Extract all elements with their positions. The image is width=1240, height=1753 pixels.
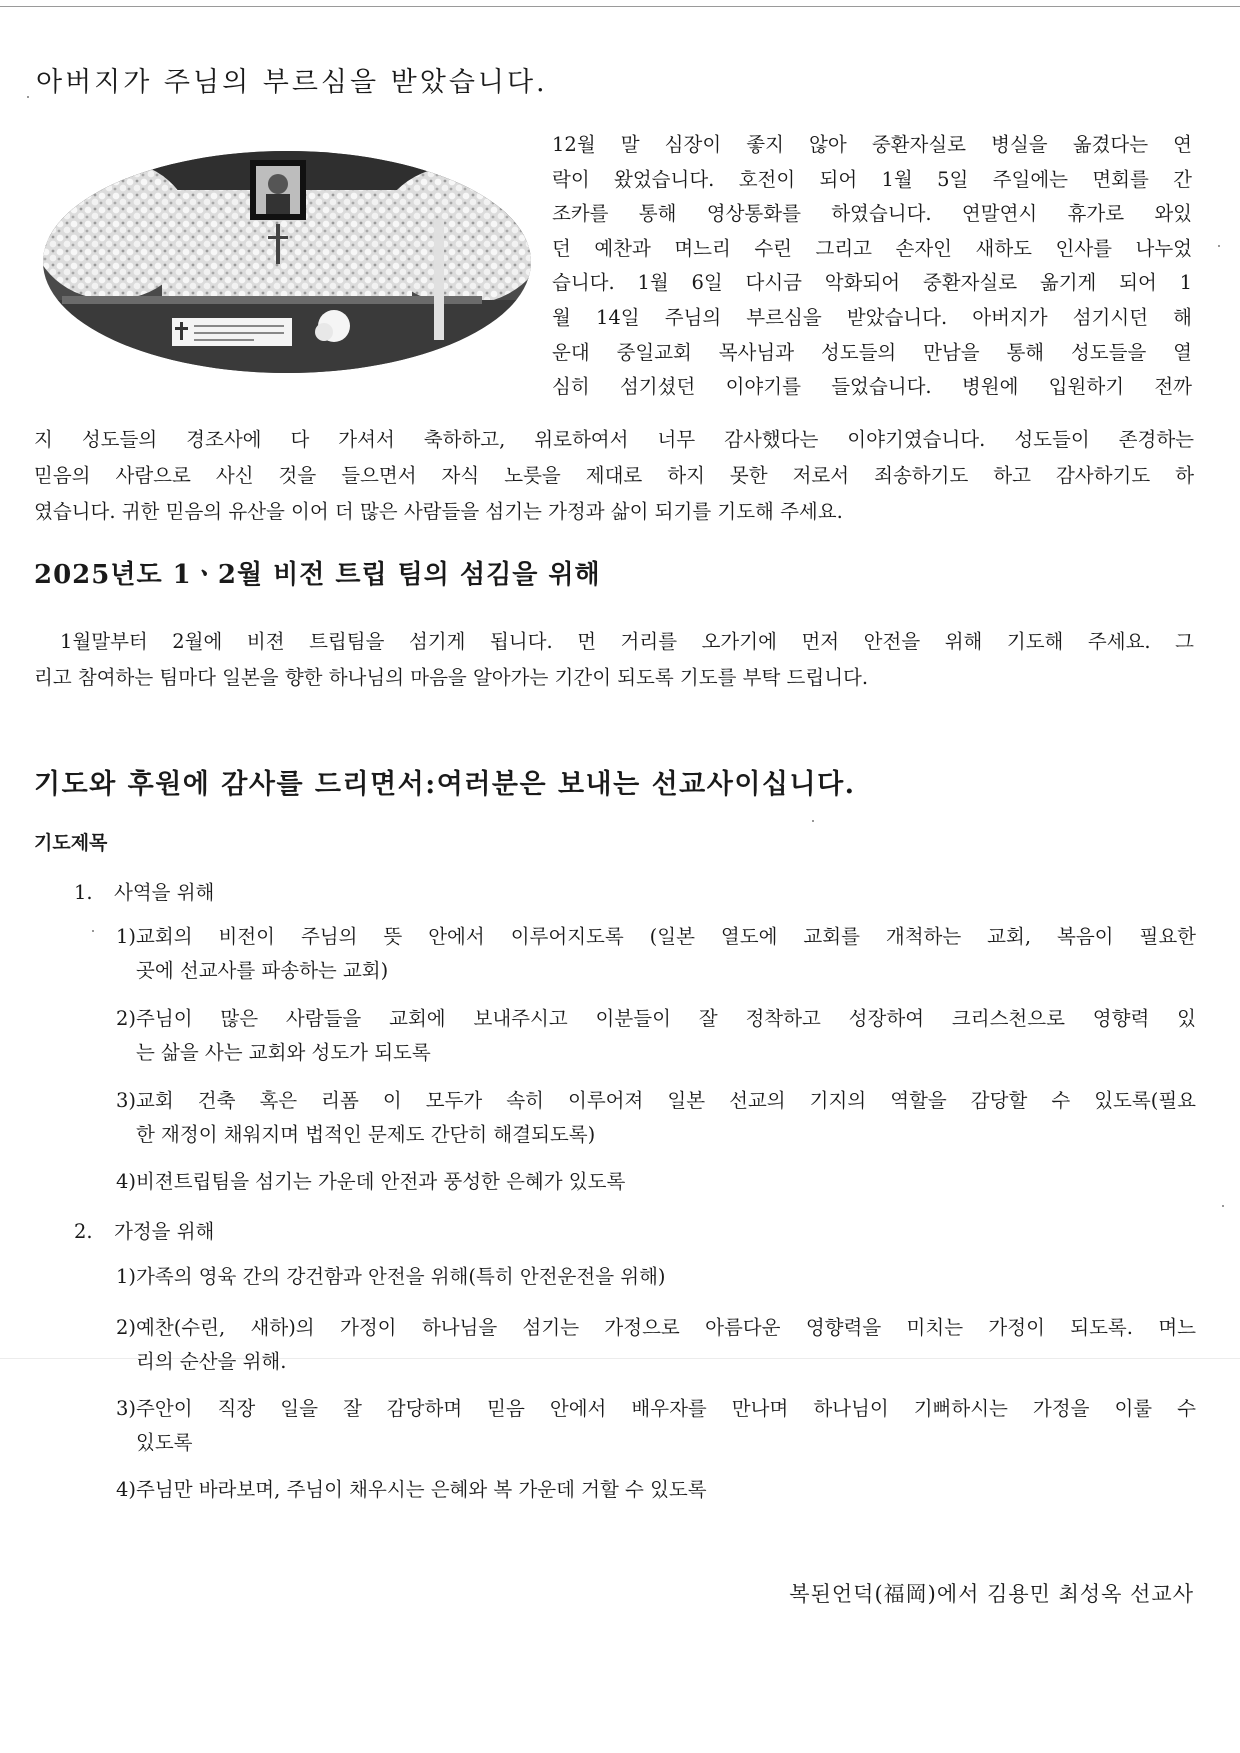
section-label: 가정을 위해 xyxy=(114,1220,215,1243)
text-line: 조카를 통해 영상통화를 하였습니다. 연말연시 휴가로 와있 xyxy=(552,202,1192,226)
funeral-altar-photo xyxy=(42,150,532,375)
text-line: 12월 말 심장이 좋지 않아 중환자실로 병실을 옮겼다는 연 xyxy=(552,133,1192,156)
scan-speck xyxy=(812,820,814,822)
text-line: 2)예찬(수린, 새하)의 가정이 하나님을 섬기는 가정으로 아름다운 영향력을 미치는 가정이 되도록. 며느 xyxy=(116,1316,1196,1339)
text-line: 1)교회의 비전이 주님의 뜻 안에서 이루어지도록 (일본 열도에 교회를 개척하는 교회, 복음이 필요한 xyxy=(116,925,1196,948)
section-label: 사역을 위해 xyxy=(114,881,215,904)
text-line: 있도록 xyxy=(136,1431,193,1454)
text-line: 1월말부터 2월에 비젼 트립팀을 섬기게 됩니다. 먼 거리를 오가기에 먼저 안전을 위해 기도해 주세요. 그 xyxy=(60,630,1194,653)
text-line: 2)주님이 많은 사람들을 교회에 보내주시고 이분들이 잘 정착하고 성장하여 크리스천으로 영향력 있 xyxy=(116,1007,1196,1030)
scan-speck xyxy=(1218,245,1220,247)
prayer-item xyxy=(116,1165,1196,1199)
prayer-item xyxy=(116,1084,1196,1152)
text-line: 월 14일 주님의 부르심을 받았습니다. 아버지가 섬기시던 해 xyxy=(552,305,1192,329)
prayer-item xyxy=(116,1392,1196,1460)
prayer-item xyxy=(116,1002,1196,1070)
prayer-item xyxy=(116,1473,1196,1507)
text-line: 3)주안이 직장 일을 잘 감당하며 믿음 안에서 배우자를 만나며 하나님이 기뻐하시는 가정을 이룰 수 xyxy=(116,1397,1196,1420)
scan-speck xyxy=(1222,1205,1224,1207)
prayer-item xyxy=(116,1260,1196,1294)
text-line: 곳에 선교사를 파송하는 교회) xyxy=(136,959,389,982)
text-line: 는 삶을 사는 교회와 성도가 되도록 xyxy=(136,1041,431,1064)
signature: 복된언덕(福岡)에서 김용민 최성옥 선교사 xyxy=(789,1582,1194,1606)
section-2-title: 2025년도 1ㆍ2월 비전 트립 팀의 섬김을 위해 xyxy=(34,560,601,590)
letter-title: 아버지가 주님의 부르심을 받았습니다. xyxy=(36,67,548,98)
prayer-item xyxy=(116,1311,1196,1379)
prayer-item xyxy=(116,920,1196,988)
paragraph-1-top xyxy=(552,128,1192,405)
scan-speck xyxy=(27,96,29,98)
prayer-heading: 기도제목 xyxy=(34,832,108,854)
text-line: 3)교회 건축 혹은 리폼 이 모두가 속히 이루어져 일본 선교의 기지의 역할을 감당할 수 있도록(필요 xyxy=(116,1089,1196,1112)
text-line: 던 예찬과 며느리 수린 그리고 손자인 새하도 인사를 나누었 xyxy=(552,236,1192,260)
prayer-section-family xyxy=(74,1216,214,1244)
text-line: 리의 순산을 위해. xyxy=(136,1350,287,1373)
top-divider xyxy=(0,6,1240,7)
text-line: 1)가족의 영육 간의 강건함과 안전을 위해(특히 안전운전을 위해) xyxy=(116,1265,666,1288)
section-number: 2. xyxy=(74,1220,93,1243)
text-line: 한 재정이 채워지며 법적인 문제도 간단히 해결되도록) xyxy=(136,1123,596,1146)
text-line: 심히 섬기셨던 이야기를 들었습니다. 병원에 입원하기 전까 xyxy=(552,375,1192,399)
text-line: 였습니다. 귀한 믿음의 유산을 이어 더 많은 사람들을 섬기는 가정과 삶이 되기를 기도해 주세요. xyxy=(34,500,843,523)
text-line: 습니다. 1월 6일 다시금 악화되어 중환자실로 옮기게 되어 1 xyxy=(552,271,1192,295)
text-line: 4)비젼트립팀을 섬기는 가운데 안전과 풍성한 은혜가 있도록 xyxy=(116,1170,626,1193)
text-line: 믿음의 사람으로 사신 것을 들으면서 자식 노릇을 제대로 하지 못한 저로서 죄송하기도 하고 감사하기도 하 xyxy=(34,464,1194,487)
prayer-section-ministry xyxy=(74,877,214,905)
section-number: 1. xyxy=(74,881,93,904)
paragraph-1-bottom xyxy=(34,422,1194,530)
paragraph-2 xyxy=(34,624,1194,696)
text-line: 리고 참여하는 팀마다 일본을 향한 하나님의 마음을 알아가는 기간이 되도록 기도를 부탁 드립니다. xyxy=(34,666,869,689)
text-line: 지 성도들의 경조사에 다 가셔서 축하하고, 위로하여서 너무 감사했다는 이야기였습니다. 성도들이 존경하는 xyxy=(34,428,1194,451)
text-line: 운대 중일교회 목사님과 성도들의 만남을 통해 성도들을 열 xyxy=(552,340,1192,364)
scan-speck xyxy=(92,930,94,932)
text-line: 락이 왔었습니다. 호전이 되어 1월 5일 주일에는 면회를 간 xyxy=(552,167,1192,191)
text-line: 4)주님만 바라보며, 주님이 채우시는 은혜와 복 가운데 거할 수 있도록 xyxy=(116,1478,707,1501)
section-3-title: 기도와 후원에 감사를 드리면서:여러분은 보내는 선교사이십니다. xyxy=(34,769,856,800)
